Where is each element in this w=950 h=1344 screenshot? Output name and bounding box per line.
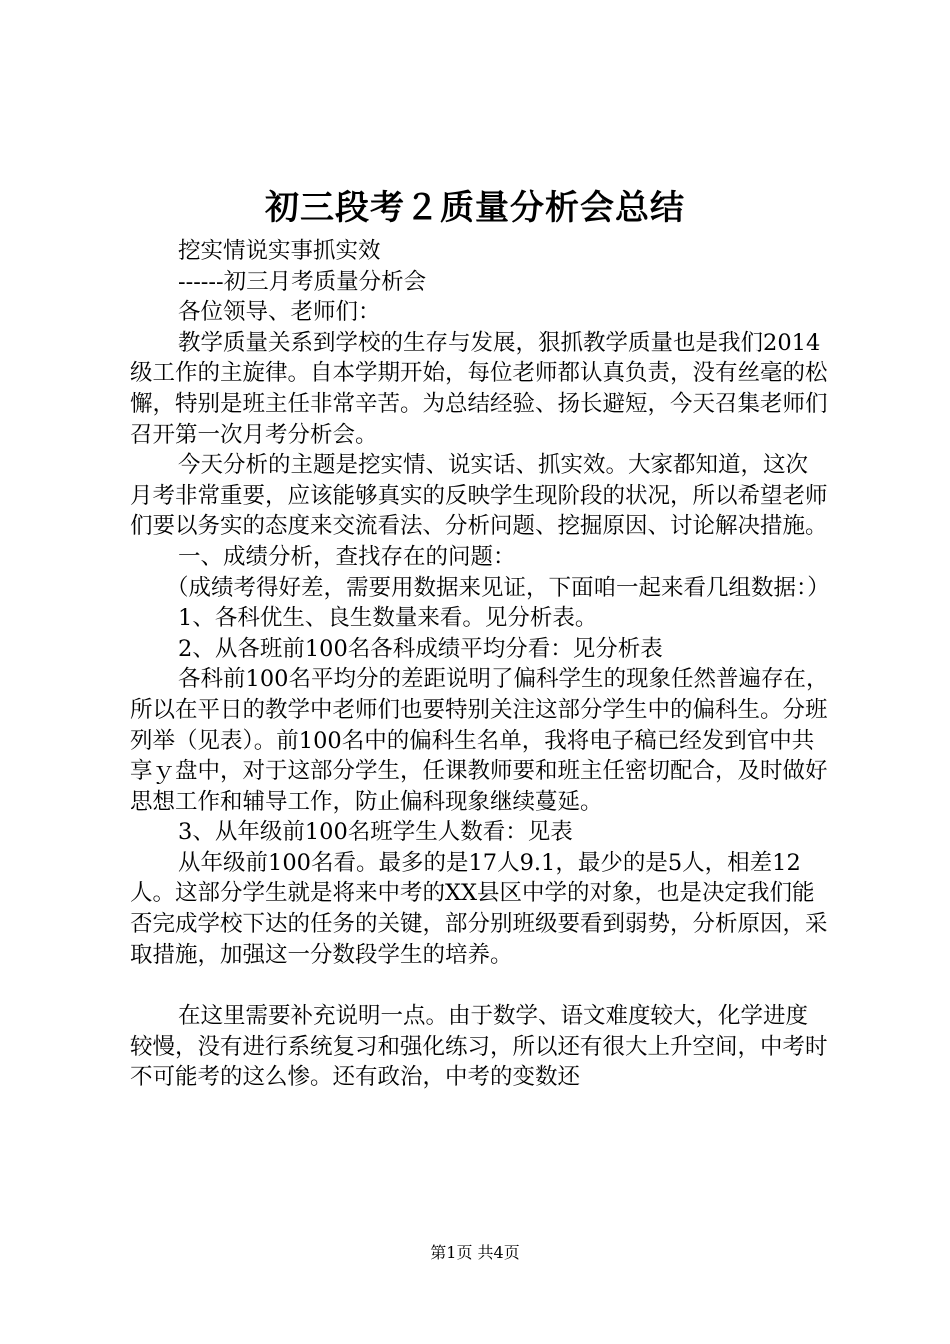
paragraph-gap-analysis: 各科前100名平均分的差距说明了偏科学生的现象任然普遍存在，所以在平日的教学中老师们也要特别关注这部分学生中的偏科生。分班列举（见表）。前100名中的偏科生名单，我将电子稿已经发到官中共享ｙ盘中，对于这部分学生，任课教师要和班主任密切配合，及时做好思想工作和辅导工作，防止偏科现象继续蔓延。 [130, 666, 829, 815]
list-item-3: 3、从年级前100名班学生人数看：见表 [178, 819, 573, 846]
section-heading: 一、成绩分析，查找存在的问题： [178, 543, 516, 570]
list-item-1: 1、各科优生、良生数量来看。见分析表。 [178, 605, 598, 632]
subtitle-line: 挖实情说实事抓实效 [178, 238, 381, 264]
paragraph-spacer [130, 970, 830, 1001]
paragraph-intro: 教学质量关系到学校的生存与发展，狠抓教学质量也是我们2014级工作的主旋律。自本学期开始，每位老师都认真负责，没有丝毫的松懈，特别是班主任非常辛苦。为总结经验、扬长避短，今天召集老师们召开第一次月考分析会。 [130, 329, 828, 448]
list-item-2: 2、从各班前100名各科成绩平均分看：见分析表 [178, 635, 663, 662]
subtitle-dash-line: ------初三月考质量分析会 [178, 268, 427, 295]
paragraph-note: （成绩考得好差，需要用数据来见证，下面咱一起来看几组数据：） [166, 574, 830, 601]
document-body [130, 236, 830, 1093]
paragraph-supplement: 在这里需要补充说明一点。由于数学、语文难度较大，化学进度较慢，没有进行系统复习和强化练习，所以还有很大上升空间，中考时不可能考的这么惨。还有政治，中考的变数还 [130, 1003, 828, 1091]
paragraph-theme: 今天分析的主题是挖实情、说实话、抓实效。大家都知道，这次月考非常重要，应该能够真实的反映学生现阶段的状况，所以希望老师们要以务实的态度来交流看法、分析问题、挖掘原因、讨论解决措施。 [130, 452, 828, 540]
salutation: 各位领导、老师们： [178, 299, 381, 326]
paragraph-top100: 从年级前100名看。最多的是17人9.1，最少的是5人，相差12人。这部分学生就是将来中考的XX县区中学的对象，也是决定我们能否完成学校下达的任务的关键，部分别班级要看到弱势，分析原因，采取措施，加强这一分数段学生的培养。 [130, 849, 828, 968]
document-title: 初三段考２质量分析会总结 [265, 188, 685, 228]
page-footer: 第1页 共4页 [430, 1243, 520, 1262]
